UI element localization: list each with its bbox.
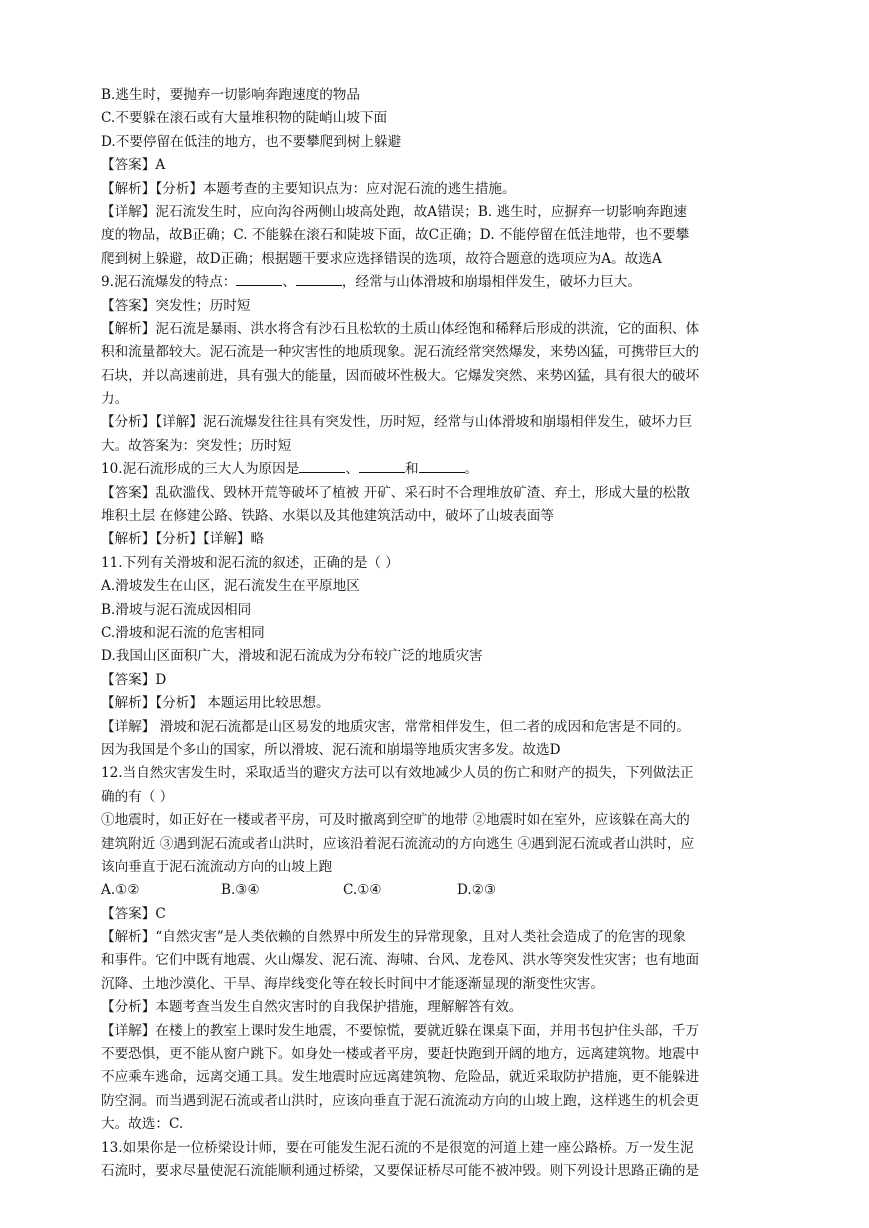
q9-suffix: ，经常与山体滑坡和崩塌相伴发生，破坏力巨大。 <box>341 274 641 291</box>
text-line: 【详解】泥石流发生时，应向沟谷两侧山坡高处跑，故A错误；B. 逃生时，应摒弃一切影响奔跑速 <box>101 203 687 220</box>
text-line: 【答案】D <box>101 671 167 688</box>
text-line: 确的有（ ） <box>101 788 174 805</box>
text-line: 【分析】本题考查当发生自然灾害时的自我保护措施，理解解答有效。 <box>101 999 523 1016</box>
text-line: 爬到树上躲避，故D正确；根据题干要求应选择错误的选项，故符合题意的选项应为A。故选A <box>101 250 662 267</box>
text-line: 防空洞。而当遇到泥石流或者山洪时，应该向垂直于泥石流流动方向的山坡上跑，这样逃生的机会更 <box>101 1092 700 1109</box>
question-12-answer-and-13 <box>101 903 773 1184</box>
text-line: 不应乘车逃命，远离交通工具。发生地震时应远离建筑物、危险品，就近采取防护措施，更不能躲进 <box>101 1069 700 1086</box>
q9-blank-2 <box>296 271 342 286</box>
text-line: 不要恐惧，更不能从窗户跳下。如身处一楼或者平房，要赶快跑到开阔的地方，远离建筑物。地震中 <box>101 1046 700 1063</box>
text-line: 和事件。它们中既有地震、火山爆发、泥石流、海啸、台风、龙卷风、洪水等突发性灾害；也有地面 <box>101 952 700 969</box>
text-line: 【答案】乱砍滥伐、毁林开荒等破坏了植被 开矿、采石时不合理堆放矿渣、弃土，形成大量的松散 <box>101 484 690 501</box>
text-line: 度的物品，故B正确；C. 不能躲在滚石和陡坡下面，故C正确；D. 不能停留在低洼地带，也不要攀 <box>101 227 690 244</box>
text-line: 【解析】【分析】 本题运用比较思想。 <box>101 695 330 712</box>
text-line: C.不要躲在滚石或有大量堆积物的陡峭山坡下面 <box>101 110 388 127</box>
text-line: 【分析】【详解】泥石流爆发往往具有突发性，历时短，经常与山体滑坡和崩塌相伴发生，破坏力巨 <box>101 414 693 431</box>
text-line: B.逃生时，要抛弃一切影响奔跑速度的物品 <box>101 87 360 103</box>
text-line: ①地震时，如正好在一楼或者平房，可及时撤离到空旷的地带 ②地震时如在室外，应该躲在高大的 <box>101 812 690 829</box>
text-line: 【答案】C <box>101 905 166 922</box>
text-line: 【解析】【分析】【详解】略 <box>101 531 265 548</box>
text-line: 建筑附近 ③遇到泥石流或者山洪时，应该沿着泥石流流动的方向逃生 ④遇到泥石流或者山洪时，应 <box>101 835 695 852</box>
text-line: 【答案】突发性；历时短 <box>101 297 251 314</box>
text-line: D.不要停留在低洼的地方，也不要攀爬到树上躲避 <box>101 133 402 150</box>
text-line: B.滑坡与泥石流成因相同 <box>101 601 252 618</box>
q10-prefix: 10.泥石流形成的三大人为原因是 <box>101 461 300 478</box>
text-line: 沉降、土地沙漠化、干旱、海岸线变化等在较长时间中才能逐渐显现的渐变性灾害。 <box>101 975 604 992</box>
text-line: 12.当自然灾害发生时，采取适当的避灾方法可以有效地减少人员的伤亡和财产的损失，下列做法正 <box>101 765 694 782</box>
text-line: 该向垂直于泥石流流动方向的山坡上跑 <box>101 858 333 875</box>
text-line: A.滑坡发生在山区，泥石流发生在平原地区 <box>101 578 360 595</box>
text-line: 【答案】A <box>101 157 166 174</box>
text-line: 【详解】 滑坡和泥石流都是山区易发的地质灾害，常常相伴发生，但二者的成因和危害是不同的。 <box>101 718 690 735</box>
q10-blank-1 <box>299 458 345 473</box>
text-line: 积和流量都较大。泥石流是一种灾害性的地质现象。泥石流经常突然爆发，来势凶猛，可携带巨大的 <box>101 344 700 361</box>
q10-suffix: 。 <box>464 461 479 478</box>
question-10-stem <box>101 458 773 481</box>
text-line: 因为我国是个多山的国家，所以滑坡、泥石流和崩塌等地质灾害多发。故选D <box>101 741 561 758</box>
question-12-options <box>101 879 773 902</box>
question-9-stem <box>101 271 773 294</box>
q12-option-d: D.②③ <box>457 882 497 899</box>
text-line: 大。故选：C. <box>101 1116 184 1133</box>
q12-option-a: A.①② <box>101 882 140 899</box>
text-line: 【详解】在楼上的教室上课时发生地震，不要惊慌，要就近躲在课桌下面，并用书包护住头部，千万 <box>101 1022 700 1039</box>
text-line: 11.下列有关滑坡和泥石流的叙述，正确的是（ ） <box>101 554 399 571</box>
q12-option-c: C.①④ <box>343 882 382 899</box>
text-line: 大。故答案为：突发性；历时短 <box>101 437 292 454</box>
q10-separator-1: 、 <box>345 461 359 478</box>
text-line: 石块，并以高速前进，具有强大的能量，因而破坏性极大。它爆发突然、来势凶猛，具有很大的破坏 <box>101 367 700 384</box>
q10-separator-2: 和 <box>404 461 419 478</box>
question-9-answer <box>101 295 773 459</box>
text-line: 【解析】【分析】本题考查的主要知识点为：应对泥石流的逃生措施。 <box>101 180 516 197</box>
questions-10-to-12 <box>101 482 773 880</box>
q9-prefix: 9.泥石流爆发的特点： <box>101 274 237 291</box>
text-line: 石流时，要求尽量使泥石流能顺利通过桥梁，又要保证桥尽可能不被冲毁。则下列设计思路正确的是 <box>101 1162 700 1179</box>
text-line: D.我国山区面积广大，滑坡和泥石流成为分布较广泛的地质灾害 <box>101 648 483 665</box>
q9-separator: 、 <box>282 274 296 291</box>
text-line: 力。 <box>101 391 129 408</box>
q10-blank-2 <box>359 458 405 473</box>
text-line: 【解析】“自然灾害”是人类依赖的自然界中所发生的异常现象，且对人类社会造成了的危害的现象 <box>101 929 686 946</box>
question-8-tail <box>101 84 773 271</box>
text-line: 13.如果你是一位桥梁设计师，要在可能发生泥石流的不是很宽的河道上建一座公路桥。万一发生泥 <box>101 1139 694 1156</box>
text-line: 堆积土层 在修建公路、铁路、水渠以及其他建筑活动中，破坏了山坡表面等 <box>101 508 554 525</box>
q9-blank-1 <box>236 271 282 286</box>
text-line: 【解析】泥石流是暴雨、洪水将含有沙石且松软的土质山体经饱和稀释后形成的洪流，它的面积、体 <box>101 320 700 337</box>
q10-blank-3 <box>419 458 465 473</box>
q12-option-b: B.③④ <box>221 882 260 899</box>
text-line: C.滑坡和泥石流的危害相同 <box>101 624 265 641</box>
